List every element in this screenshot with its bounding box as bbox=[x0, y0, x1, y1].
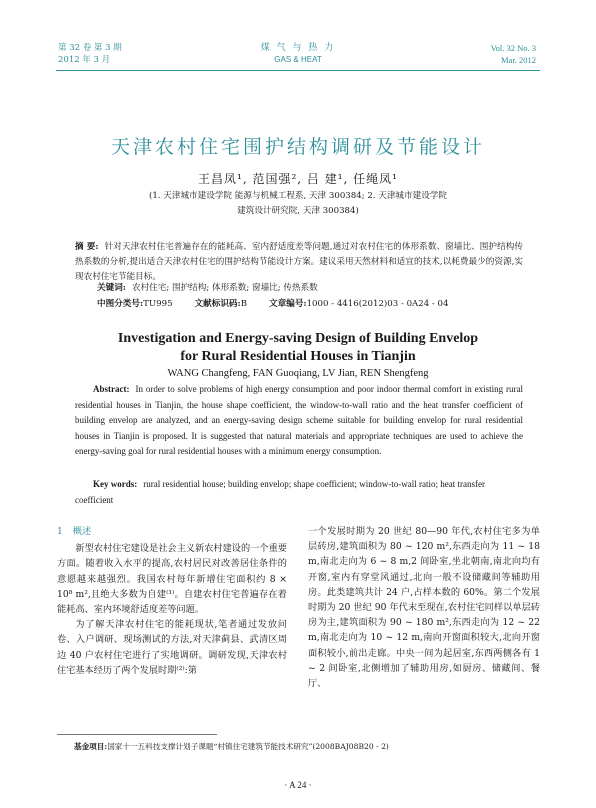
running-header bbox=[0, 42, 596, 72]
issue-date: 2012 年 3 月 bbox=[58, 55, 111, 65]
article-title-en bbox=[0, 330, 596, 366]
page-number: · A 24 · bbox=[284, 780, 312, 790]
header-divider bbox=[56, 70, 540, 71]
abstract-en bbox=[75, 382, 523, 460]
keywords-cn bbox=[97, 281, 318, 293]
journal-volume-info-en bbox=[491, 42, 536, 66]
keywords-en-label: Key words: bbox=[93, 479, 138, 489]
body-column-right bbox=[308, 524, 540, 691]
abstract-en-text: In order to solve problems of high energy consumption and poor indoor thermal comfort in existing rural residential houses in Tianjin, the house shape coefficient, the window-to-wall ratio and the heat transfer coefficient of building envelop are analyzed, and an energy-saving design scheme suitable for building envelop for rural residential houses in Tianjin is proposed. It is suggested that natural materials and appropriate techniques are used to achieve the energy-saving goal for rural residential houses with a minimum energy consumption. bbox=[75, 384, 523, 457]
abstract-en-label: Abstract: bbox=[93, 384, 130, 394]
title-en-line: Investigation and Energy-saving Design of Building Envelop bbox=[117, 331, 479, 346]
keywords-cn-label: 关键词: bbox=[97, 283, 126, 293]
keywords-en-text: rural residential house; building envelop; shape coefficient; window-to-wall ratio; heat transfer coefficient bbox=[75, 479, 485, 505]
journal-name-cn: 煤 气 与 热 力 bbox=[260, 43, 336, 53]
volume-issue-en: Vol. 32 No. 3 bbox=[490, 43, 536, 53]
article-no-label: 文章编号: bbox=[269, 299, 307, 309]
body-column-left bbox=[57, 524, 287, 678]
classification-codes bbox=[97, 297, 449, 309]
article-title-cn: 天津农村住宅围护结构调研及节能设计 bbox=[110, 136, 485, 158]
affiliation-line: 建筑设计研究院, 天津 300384) bbox=[237, 206, 359, 216]
doc-code-value: B bbox=[240, 299, 248, 309]
authors-en: WANG Changfeng, FAN Guoqiang, LV Jian, REN Shengfeng bbox=[167, 368, 429, 379]
title-en-line: for Rural Residential Houses in Tianjin bbox=[180, 349, 416, 364]
clc-value: TU995 bbox=[143, 299, 173, 309]
clc-label: 中图分类号: bbox=[97, 299, 144, 309]
keywords-en bbox=[75, 477, 523, 508]
affiliation-line: (1. 天津城市建设学院 能源与机械工程系, 天津 300384; 2. 天津城市建设学院 bbox=[148, 191, 447, 201]
footnote-divider bbox=[57, 734, 217, 735]
footnote-label: 基金项目: bbox=[74, 742, 108, 751]
keywords-cn-text: 农村住宅; 围护结构; 体形系数; 窗墙比; 传热系数 bbox=[131, 283, 318, 293]
body-paragraph: 一个发展时期为 20 世纪 80—90 年代,农村住宅多为单层砖房,建筑面积为 80 ~ 120 m²,东西走向为 11 ~ 18 m,南北走向为 6 ~ 8 m,2 间卧室,坐北朝南,南北向均有开窗,室内有穿堂风通过,北向一般不设储藏间等辅助用房。此类建筑共计 24 户,占样本数的 60%。第二个发展时期为 20 世纪 90 年代末至现在,农村住宅同样以单层砖房为主,建筑面积为 90 ~ 180 m²,东西走向为 12 ~ 22 m,南北走向为 10 ~ 12 m,南向开窗面积较大,北向开窗面积较小,前出走廊。中央一间为起居室,东西两侧各有 1 ~ 2 间卧室,北侧增加了辅助用房,如厨房、储藏间、餐厅、 bbox=[308, 526, 540, 690]
abstract-cn-label: 摘 要: bbox=[75, 242, 99, 252]
section-title: 概述 bbox=[72, 526, 92, 537]
funding-footnote bbox=[74, 741, 389, 752]
footnote-text: 国家十一五科技支撑计划子课题“村镇住宅建筑节能技术研究”(2008BAJ08B20 - 2) bbox=[107, 742, 389, 751]
body-paragraph: 为了解天津农村住宅的能耗现状,笔者通过发放问卷、入户调研、现场测试的方法,对天津蓟县、武清区周边 40 户农村住宅进行了实地调研。调研发现,天津农村住宅基本经历了两个发展时期⁽²⁾:第 bbox=[57, 619, 287, 676]
abstract-cn bbox=[75, 240, 523, 285]
section-number: 1 bbox=[57, 526, 63, 537]
journal-name-en: GAS & HEAT bbox=[274, 55, 322, 64]
abstract-cn-text: 针对天津农村住宅普遍存在的能耗高、室内舒适度差等问题,通过对农村住宅的体形系数、窗墙比、围护结构传热系数的分析,提出适合天津农村住宅的围护结构节能设计方案。建议采用天然材料和适宜的技术,以耗费最少的资源,实现农村住宅节能目标。 bbox=[75, 242, 524, 282]
authors-cn: 王昌凤¹, 范国强², 吕 建¹, 任绳凤¹ bbox=[198, 172, 398, 186]
affiliations-cn bbox=[0, 189, 596, 219]
issue-date-en: Mar. 2012 bbox=[501, 55, 536, 65]
body-paragraph: 新型农村住宅建设是社会主义新农村建设的一个重要方面。随着收入水平的提高,农村居民对改善居住条件的意愿越来越强烈。我国农村每年新增住宅面积约 8 × 10⁸ m²,且绝大多数为自建⁽¹⁾。自建农村住宅普遍存在着能耗高、室内环境舒适度差等问题。 bbox=[57, 543, 287, 616]
doc-code-label: 文献标识码: bbox=[194, 299, 241, 309]
article-no-value: 1000 - 4416(2012)03 - 0A24 - 04 bbox=[306, 299, 449, 309]
volume-issue: 第 32 卷 第 3 期 bbox=[58, 43, 122, 53]
section-heading bbox=[57, 524, 287, 539]
